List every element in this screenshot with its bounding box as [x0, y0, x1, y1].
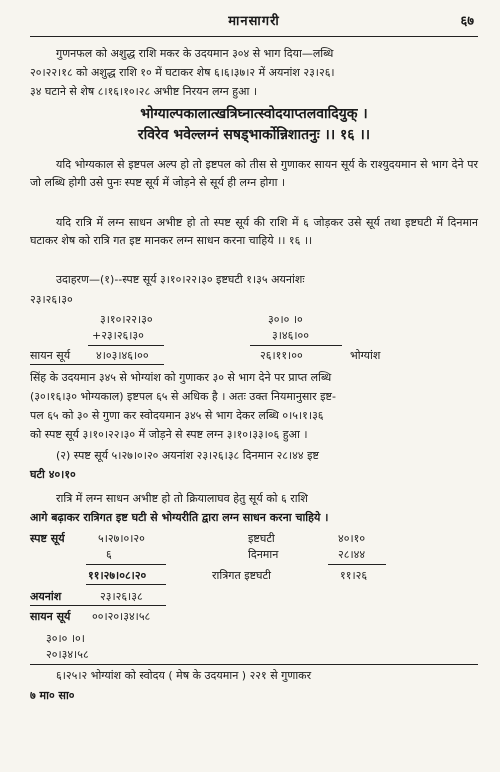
para1-line1: गुणनफल को अशुद्ध राशि मकर के उदयमान ३०४ से भाग दिया—लब्धि: [56, 47, 334, 60]
calc2-ayan-rule: [30, 605, 166, 606]
calc2-sum-rule: [86, 564, 166, 565]
para4-line4: को स्पष्ट सूर्य ३।१०।२२।३० में जोड़ने से स्पष्ट लग्न ३।१०।३३।०६ हुआ ।: [30, 428, 308, 441]
example2-line1: (२) स्पष्ट सूर्य ५।२७।०।२० अयनांश २३।२६।३८ दिनमान २८।४४ इष्ट: [56, 449, 319, 462]
shloka-line1: भोग्याल्पकालात्खत्रिघ्नात्स्वोदयाप्तलवादियुक् ।: [140, 106, 368, 122]
calc2-sayan-label: सायन सूर्य: [30, 610, 71, 623]
calc1-right-label: भोग्यांश: [350, 349, 381, 362]
running-title: मानसागरी: [228, 14, 280, 29]
calc2-sub-rule: [30, 664, 478, 665]
para4-line3: पल ६५ को ३० से गुणा कर स्वोदयमान ३४५ से भाग देकर लब्धि ०।५।१।३६: [30, 409, 324, 422]
para2: यदि भोग्यकाल से इष्टपल अल्प हो तो इष्टपल को तीस से गुणाकर सायन सूर्य के राश्युदयमान से भाग देने पर जो लब्धि होगी उसे पुनः स्पष्ट सूर्य में जोड़ने से सूर्य ही लग्न होगा ।: [30, 158, 478, 189]
calc1-left-row1: ३।१०।२२।३०: [100, 313, 153, 326]
calc2-r-value3: ११।२६: [340, 569, 368, 582]
para1-line2: २०।२२।१८ को अशुद्ध राशि १० में घटाकर शेष ६।६।३७।२ में अयनांश २३।२६।: [30, 66, 335, 79]
calc1-right-rule: [250, 345, 342, 346]
calc2-r-label3: रात्रिगत इष्टघटी: [212, 569, 271, 582]
calc2-sum-underline: [86, 584, 166, 585]
calc2-r-label2: दिनमान: [248, 548, 279, 561]
calc2-sun-value: ५।२७।०।२०: [98, 532, 145, 545]
para6-line1: ६।२५।२ भोग्यांश को स्वोदय ( मेष के उदयमान ) २२१ से गुणाकर: [56, 669, 312, 682]
page-header: [30, 6, 478, 37]
calc2-sub-row1: ३०।० ।०।: [46, 632, 85, 645]
para3: यदि रात्रि में लग्न साधन अभीष्ट हो तो स्पष्ट सूर्य की राशि में ६ जोड़कर उसे सूर्य तथा इष्टघटी में दिनमान घटाकर शेष को रात्रि गत इष्ट मानकर लग्न साधन करना चाहिये ।। १६ ।।: [30, 216, 478, 247]
shloka-line2: रविरेव भवेल्लग्नं सषड्भार्कोन्निशातनुः ।। १६ ।।: [137, 127, 371, 143]
calc2-sum-value: ११।२७।०८।२०: [88, 569, 147, 582]
calc1-left-underline: [30, 364, 164, 365]
calc2-sayan-value: ००।२०।३४।५८: [92, 610, 151, 623]
footer-signature: ७ मा० सा०: [30, 689, 75, 702]
example1-line2: २३।२६।३०: [30, 293, 73, 306]
example2-line2: घटी ४०।१०: [30, 468, 76, 481]
calc2-add-value: ६: [106, 548, 112, 561]
calc2-r-label1: इष्टघटी: [248, 532, 275, 545]
para4-line2: (३०।१६।३० भोग्यकाल) इष्टपल ६५ से अधिक है । अतः उक्त नियमानुसार इष्ट-: [30, 390, 336, 403]
example1-line1: उदाहरण—(१)--स्पष्ट सूर्य ३।१०।२२।३० इष्टघटी १।३५ अयनांशः: [56, 273, 305, 286]
calc1-left-label: सायन सूर्य: [30, 349, 71, 362]
calc2-r-value2: २८।४४: [338, 548, 366, 561]
calc1-left-row2: +२३।२६।३०: [92, 329, 144, 342]
calc1-right-result: २६।११।००: [260, 349, 303, 362]
calc2-sun-label: स्पष्ट सूर्य: [30, 532, 65, 545]
calc1-right-row1: ३०।० ।०: [268, 313, 303, 326]
calc1-right-row2: ३।४६।००: [272, 329, 309, 342]
calc2-ayan-value: २३।२६।३८: [100, 590, 143, 603]
calc1-left-result: ४।०३।४६।००: [96, 349, 149, 362]
calc2-sub-row2: २०।३४।५८: [46, 648, 89, 661]
para4-line1: सिंह के उदयमान ३४५ से भोग्यांश को गुणाकर ३० से भाग देने पर प्राप्त लब्धि: [30, 371, 332, 384]
calc2-r-value1: ४०।१०: [338, 532, 366, 545]
para5-line1: रात्रि में लग्न साधन अभीष्ट हो तो क्रियालाघव हेतु सूर्य को ६ राशि: [56, 492, 308, 505]
calc2-ayan-label: अयनांश: [30, 590, 62, 603]
page-number: ६७: [460, 14, 474, 29]
calc2-r-rule: [328, 564, 386, 565]
calc1-left-rule: [88, 345, 164, 346]
para5-line2: आगे बढ़ाकर रात्रिगत इष्ट घटी से भोग्यरीति द्वारा लग्न साधन करना चाहिये ।: [30, 511, 329, 524]
para1-line3: ३४ घटाने से शेष ८।१६।१०।२८ अभीष्ट निरयन लग्न हुआ ।: [30, 85, 257, 98]
